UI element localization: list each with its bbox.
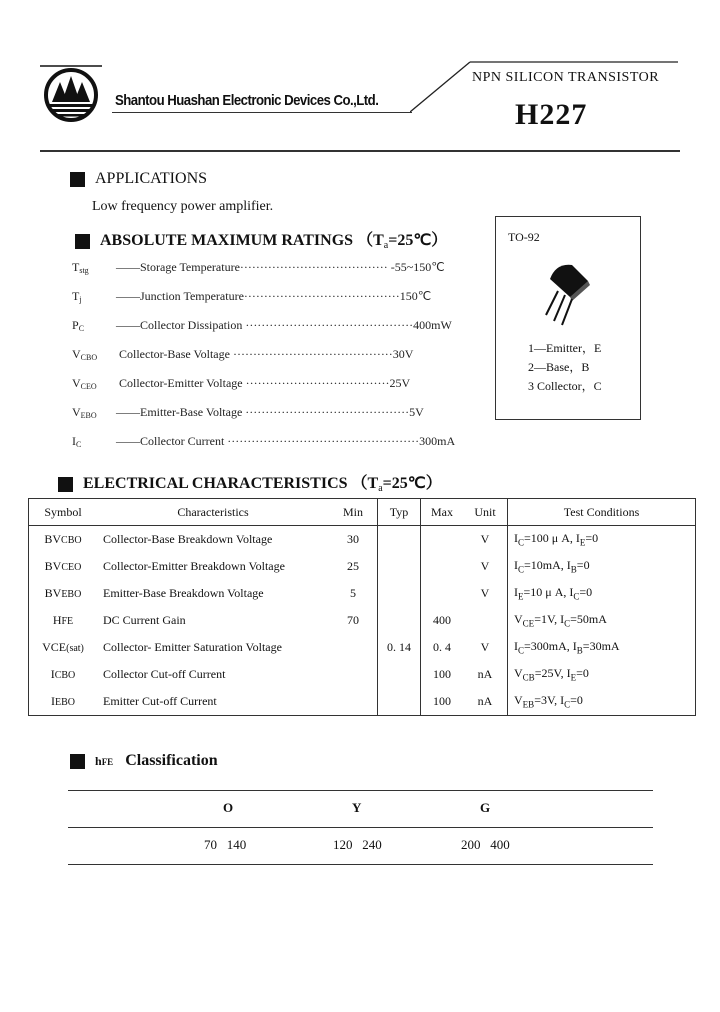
company-logo-icon (38, 64, 104, 122)
cell-symbol: BVCBO (44, 532, 82, 546)
cell-unit: nA (463, 688, 508, 716)
rating-row (72, 405, 424, 420)
rating-symbol: $T_{stg}$ (72, 260, 89, 275)
hfe-mid-line (68, 827, 653, 828)
table-header-row (29, 499, 696, 526)
cell-symbol: IEBO (51, 694, 75, 708)
pin-3-label: 3 Collector，C (528, 379, 602, 393)
hfe-class-label: G (480, 800, 491, 815)
bullet-square-icon (75, 234, 90, 249)
rating-row (72, 434, 455, 449)
cell-unit (463, 607, 508, 634)
cell-max: 0. 4 (433, 640, 451, 654)
rating-symbol: $V_{EBO}$ (72, 405, 97, 420)
company-name: Shantou Huashan Electronic Devices Co.,Ltd. (115, 92, 379, 109)
hfe-class-label: O (223, 800, 234, 815)
cell-typ (378, 661, 421, 688)
rating-row (72, 260, 445, 275)
rating-text: ——Junction Temperature·······································150℃ (116, 289, 432, 303)
cell-unit: V (463, 580, 508, 607)
cell-max (421, 553, 464, 580)
pin-1-label: 1—Emitter，E (528, 341, 602, 355)
rating-row (72, 289, 431, 304)
rating-text: ——Collector Current ················································300mA (116, 434, 456, 448)
cell-unit: nA (463, 661, 508, 688)
table-row (29, 607, 696, 634)
rating-text: ——Emitter-Base Voltage ·········································5V (116, 405, 424, 419)
cell-min: 70 (329, 607, 378, 634)
cell-characteristic: Collector-Emitter Breakdown Voltage (103, 559, 285, 573)
table-row (29, 688, 696, 716)
cell-characteristic: DC Current Gain (103, 613, 186, 627)
hfe-class-range: 200 400 (461, 837, 510, 852)
table-row (29, 661, 696, 688)
cell-max (421, 526, 464, 554)
package-box (495, 216, 641, 420)
col-max: Max (421, 499, 464, 526)
rating-symbol: $V_{CBO}$ (72, 347, 98, 362)
pin-2-label: 2—Base，B (528, 360, 590, 374)
cell-min (329, 688, 378, 716)
hfe-class-range: 120 240 (333, 837, 382, 852)
cell-characteristic: Emitter-Base Breakdown Voltage (103, 586, 264, 600)
rating-symbol: $T_j$ (72, 289, 82, 304)
cell-max: 100 (433, 667, 451, 681)
rating-row (72, 376, 410, 391)
header-underline (112, 112, 412, 113)
rating-text: Collector-Emitter Voltage ····································25V (116, 376, 411, 390)
col-characteristics: Characteristics (97, 499, 329, 526)
hfe-class-label: Y (352, 800, 362, 815)
cell-symbol: VCE(sat) (42, 640, 84, 654)
product-type: NPN SILICON TRANSISTOR (472, 70, 660, 85)
rating-row (72, 318, 452, 333)
rating-text: ——Storage Temperature····································· -55~150℃ (116, 260, 445, 274)
abs-max-heading: ABSOLUTE MAXIMUM RATINGS $(T_a=25℃)$ (75, 227, 447, 251)
package-name: TO-92 (508, 230, 540, 244)
rating-symbol: $I_C$ (72, 434, 82, 449)
electrical-heading: ELECTRICAL CHARACTERISTICS $(T_a=25℃)$ (58, 470, 442, 494)
hfe-top-line (68, 790, 653, 791)
cell-symbol: ICBO (50, 667, 76, 681)
cell-characteristic: Emitter Cut-off Current (103, 694, 217, 708)
table-row (29, 580, 696, 607)
col-typ: Typ (378, 499, 421, 526)
rating-text: ——Collector Dissipation ··········································400mW (116, 318, 452, 332)
bullet-square-icon (58, 477, 73, 492)
cell-symbol: BVCEO (44, 559, 82, 573)
table-row (29, 526, 696, 554)
hfe-heading: hFE Classification (70, 752, 218, 770)
table-row (29, 553, 696, 580)
cell-test-condition: $V_{EB}=3V$, $I_C=0$ (514, 693, 583, 710)
part-number: H227 (515, 98, 588, 131)
cell-symbol: HFE (52, 613, 74, 627)
cell-min: 30 (329, 526, 378, 554)
applications-heading: APPLICATIONS (70, 170, 207, 188)
col-unit: Unit (463, 499, 508, 526)
cell-test-condition: $V_{CB}=25V$, $I_E=0$ (514, 666, 589, 683)
applications-text: Low frequency power amplifier. (92, 199, 274, 214)
rating-symbol: $P_C$ (72, 318, 85, 333)
table-row (29, 634, 696, 661)
rating-text: Collector-Base Voltage ········································30V (116, 347, 414, 361)
cell-max: 400 (433, 613, 451, 627)
cell-test-condition: $I_E=10$ μ A, $I_C=0$ (514, 585, 593, 602)
header-divider (40, 150, 680, 152)
cell-test-condition: $I_C=300mA$, $I_B=30mA$ (514, 639, 620, 656)
cell-test-condition: $I_C=10mA$, $I_B=0$ (514, 558, 590, 575)
cell-typ (378, 607, 421, 634)
cell-typ (378, 688, 421, 716)
col-symbol: Symbol (29, 499, 98, 526)
col-test-conditions: Test Conditions (508, 499, 696, 526)
electrical-table (28, 498, 696, 716)
rating-symbol: $V_{CEO}$ (72, 376, 97, 391)
cell-min: 5 (329, 580, 378, 607)
hfe-class-range: 70 140 (204, 837, 247, 852)
rating-row (72, 347, 413, 362)
cell-characteristic: Collector Cut-off Current (103, 667, 226, 681)
cell-test-condition: $V_{CE}=1V$, $I_C=50mA$ (514, 612, 607, 629)
cell-min (329, 661, 378, 688)
cell-characteristic: Collector- Emitter Saturation Voltage (103, 640, 282, 654)
cell-characteristic: Collector-Base Breakdown Voltage (103, 532, 273, 546)
cell-symbol: BVEBO (44, 586, 82, 600)
cell-typ (378, 526, 421, 554)
bullet-square-icon (70, 172, 85, 187)
cell-unit: V (463, 634, 508, 661)
cell-typ (378, 553, 421, 580)
bullet-square-icon (70, 754, 85, 769)
cell-max (421, 580, 464, 607)
cell-min (329, 634, 378, 661)
cell-test-condition: $I_C=100$ μ A, $I_E=0$ (514, 531, 599, 548)
cell-unit: V (463, 553, 508, 580)
cell-typ: 0. 14 (378, 634, 421, 661)
col-min: Min (329, 499, 378, 526)
cell-typ (378, 580, 421, 607)
cell-max: 100 (433, 694, 451, 708)
cell-min: 25 (329, 553, 378, 580)
to92-package-icon (536, 255, 606, 327)
cell-unit: V (463, 526, 508, 554)
hfe-bottom-line (68, 864, 653, 865)
